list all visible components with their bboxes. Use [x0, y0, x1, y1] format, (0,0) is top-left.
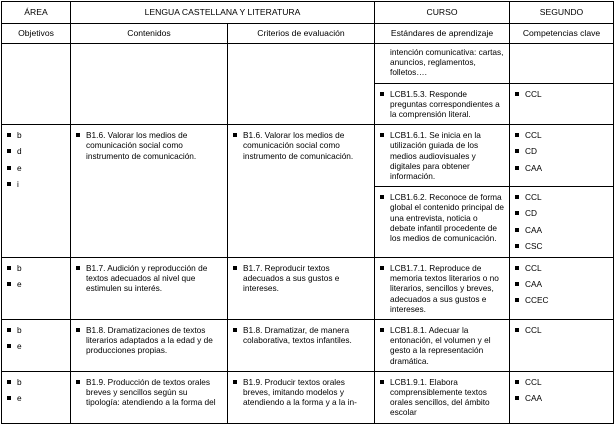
header-row-columns	[2, 24, 614, 44]
crt-list	[232, 377, 370, 408]
contenido-content	[71, 372, 227, 408]
table-row	[2, 320, 614, 372]
objetivo-item: b	[6, 263, 66, 273]
estandar-content	[375, 372, 509, 423]
curso-label: CURSO	[375, 2, 510, 24]
std-list	[379, 263, 505, 314]
objetivo-item: b	[6, 377, 66, 387]
estandar-cell	[375, 320, 510, 372]
estandar-content	[375, 84, 509, 125]
competencia-item: CAA	[514, 225, 609, 235]
contenido-cell	[71, 125, 228, 258]
competencias-content	[510, 320, 613, 335]
criterio-content	[228, 258, 374, 294]
table-row	[2, 44, 614, 84]
competencia-item: CD	[514, 146, 609, 156]
estandar-item: LCB1.5.3. Responde preguntas correspondientes a la comprensión literal.	[379, 89, 505, 120]
competencia-item: CCL	[514, 89, 609, 99]
competencias-cell	[510, 320, 614, 372]
objetivo-item: b	[6, 130, 66, 140]
std-list	[379, 377, 505, 418]
competencias-cell	[510, 187, 614, 258]
competencia-item: CCL	[514, 192, 609, 202]
objetivos-content	[2, 125, 70, 189]
competencia-item: CCEC	[514, 295, 609, 305]
estandar-content	[375, 44, 509, 83]
col-competencias: Competencias clave	[510, 24, 614, 44]
contenido-item: B1.7. Audición y reproducción de textos adecuados al nivel que estimulen su interés.	[75, 263, 223, 294]
objetivos-cell	[2, 125, 71, 258]
objetivo-item: i	[6, 179, 66, 189]
objetivo-item: e	[6, 279, 66, 289]
estandar-cell	[375, 258, 510, 320]
area-value: LENGUA CASTELLANA Y LITERATURA	[71, 2, 375, 24]
estandar-cell	[375, 371, 510, 423]
competencia-item: CAA	[514, 393, 609, 403]
estandar-item: LCB1.9.1. Elabora comprensiblemente textos orales sencillos, del ámbito escolar	[379, 377, 505, 418]
estandar-content	[375, 187, 509, 248]
contenido-content	[71, 258, 227, 294]
competencias-content	[510, 258, 613, 306]
contenido-item: B1.6. Valorar los medios de comunicación social como instrumento de comunicación.	[75, 130, 223, 161]
header-row-area	[2, 2, 614, 24]
objetivos-content	[2, 258, 70, 289]
objetivos-cell	[2, 44, 71, 125]
curso-value: SEGUNDO	[510, 2, 614, 24]
contenido-cell	[71, 258, 228, 320]
obj-list	[6, 263, 66, 289]
estandar-item: LCB1.6.1. Se inicia en la utilización guiada de los medios audiovisuales y digitales para obtener información.	[379, 130, 505, 181]
objetivos-content	[2, 372, 70, 403]
estandar-cell	[375, 187, 510, 258]
criterio-item: B1.8. Dramatizar, de manera colaborativa, textos infantiles.	[232, 325, 370, 345]
comp-list	[514, 263, 609, 306]
col-criterios: Criterios de evaluación	[228, 24, 375, 44]
competencias-cell	[510, 44, 614, 84]
competencia-item: CAA	[514, 279, 609, 289]
criterio-content	[228, 372, 374, 408]
comp-list	[514, 377, 609, 403]
cnt-list	[75, 263, 223, 294]
contenido-content	[71, 125, 227, 161]
contenido-cell	[71, 320, 228, 372]
comp-list	[514, 325, 609, 335]
std-list	[379, 130, 505, 181]
competencias-cell	[510, 125, 614, 187]
table-row	[2, 125, 614, 187]
objetivos-cell	[2, 320, 71, 372]
contenido-cell	[71, 371, 228, 423]
criterio-cell	[228, 320, 375, 372]
objetivo-item: e	[6, 393, 66, 403]
objetivos-content	[2, 320, 70, 351]
std-list	[379, 325, 505, 366]
contenido-cell	[71, 44, 228, 125]
competencias-cell	[510, 258, 614, 320]
criterio-cell	[228, 44, 375, 125]
contenido-item: B1.8. Dramatizaciones de textos literarios adaptados a la edad y de producciones propias.	[75, 325, 223, 356]
obj-list	[6, 325, 66, 351]
competencias-content	[510, 84, 613, 99]
estandar-item: LCB1.8.1. Adecuar la entonación, el volumen y el gesto a la representación dramática.	[379, 325, 505, 366]
std-list	[379, 192, 505, 243]
obj-list	[6, 377, 66, 403]
competencias-content	[510, 372, 613, 403]
objetivo-item: d	[6, 146, 66, 156]
criterio-cell	[228, 258, 375, 320]
estandar-item: LCB1.7.1. Reproduce de memoria textos literarios o no literarios, sencillos y breves, adecuados a sus gustos e intereses.	[379, 263, 505, 314]
cnt-list	[75, 325, 223, 356]
competencia-item: CCL	[514, 377, 609, 387]
criterio-content	[228, 320, 374, 345]
curriculum-table	[1, 1, 614, 424]
competencia-item: CCL	[514, 325, 609, 335]
objetivos-cell	[2, 371, 71, 423]
estandar-content	[375, 320, 509, 371]
estandar-content	[375, 125, 509, 186]
competencia-item: CD	[514, 208, 609, 218]
objetivo-item: e	[6, 341, 66, 351]
std nob-list	[379, 47, 505, 78]
col-contenidos: Contenidos	[71, 24, 228, 44]
criterio-cell	[228, 371, 375, 423]
competencias-content	[510, 125, 613, 173]
criterio-item: B1.9. Producir textos orales breves, imitando modelos y atendiendo a la forma y a la in-	[232, 377, 370, 408]
estandar-cell	[375, 125, 510, 187]
crt-list	[232, 263, 370, 294]
table-row	[2, 371, 614, 423]
comp-list	[514, 89, 609, 99]
criterio-item: B1.6. Valorar los medios de comunicación social como instrumento de comunicación.	[232, 130, 370, 161]
table-row	[2, 258, 614, 320]
competencias-content	[510, 187, 613, 251]
criterio-content	[228, 125, 374, 161]
estandar-item: intención comunicativa: cartas, anuncios, reglamentos, folletos….	[390, 47, 504, 78]
estandar-cell	[375, 44, 510, 84]
competencia-item: CCL	[514, 263, 609, 273]
contenido-item: B1.9. Producción de textos orales breves y sencillos según su tipología: atendiendo a la forma del	[75, 377, 223, 408]
objetivo-item: b	[6, 325, 66, 335]
crt-list	[232, 130, 370, 161]
cnt-list	[75, 130, 223, 161]
criterio-cell	[228, 125, 375, 258]
estandar-content	[375, 258, 509, 319]
col-estandares: Estándares de aprendizaje	[375, 24, 510, 44]
competencias-cell	[510, 371, 614, 423]
col-objetivos: Objetivos	[2, 24, 71, 44]
comp-list	[514, 192, 609, 251]
area-label: ÁREA	[2, 2, 71, 24]
comp-list	[514, 130, 609, 173]
criterio-item: B1.7. Reproducir textos adecuados a sus gustos e intereses.	[232, 263, 370, 294]
std-list	[379, 89, 505, 120]
crt-list	[232, 325, 370, 345]
estandar-item: LCB1.6.2. Reconoce de forma global el contenido principal de una entrevista, noticia o debate infantil procedente de los medios de comunicación.	[379, 192, 505, 243]
objetivo-item: e	[6, 163, 66, 173]
contenido-content	[71, 320, 227, 356]
estandar-cell	[375, 83, 510, 125]
objetivos-cell	[2, 258, 71, 320]
competencia-item: CSC	[514, 241, 609, 251]
competencias-cell	[510, 83, 614, 125]
competencia-item: CAA	[514, 163, 609, 173]
obj-list	[6, 130, 66, 189]
cnt-list	[75, 377, 223, 408]
competencia-item: CCL	[514, 130, 609, 140]
